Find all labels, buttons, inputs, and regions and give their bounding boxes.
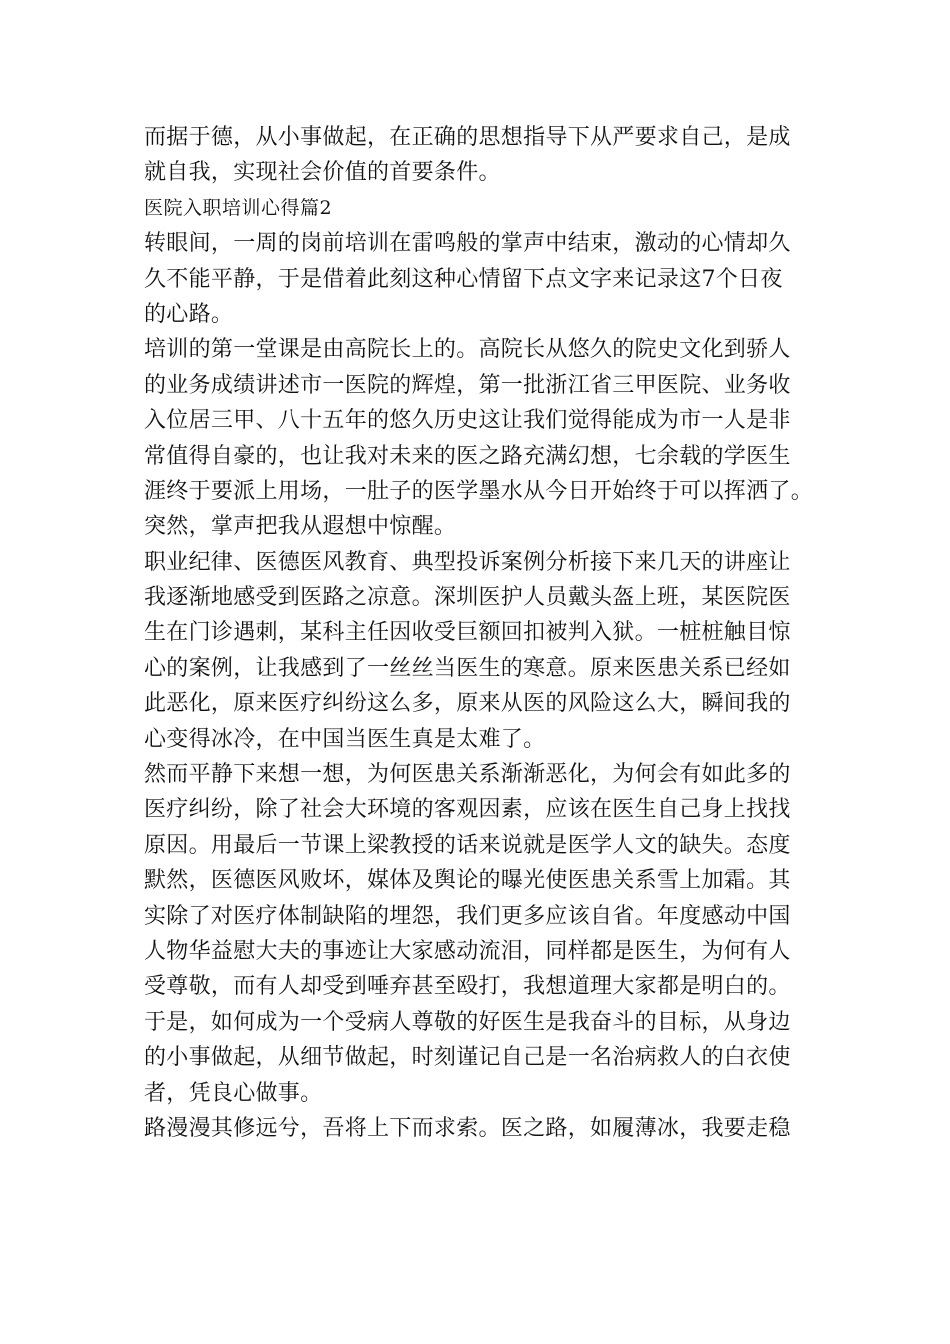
text-line: 突然，掌声把我从遐想中惊醒。 (144, 514, 457, 540)
text-line: 的心路。 (144, 301, 234, 327)
text-line: 心的案例，让我感到了一丝丝当医生的寒意。原来医患关系已经如 (144, 655, 791, 681)
text-line: 久不能平静，于是借着此刻这种心情留下点文字来记录这7个日夜 (144, 266, 783, 292)
text-line: 原因。用最后一节课上梁教授的话来说就是医学人文的缺失。态度 (144, 832, 791, 858)
paragraph (144, 1005, 834, 1111)
section-heading: 医院入职培训心得篇2 (144, 196, 333, 219)
text-line: 而据于德，从小事做起，在正确的思想指导下从严要求自己，是成 (144, 125, 791, 150)
text-line: 然而平静下来想一想，为何医患关系渐渐恶化，为何会有如此多的 (144, 762, 791, 788)
text-line: 转眼间，一周的岗前培训在雷鸣般的掌声中结束，激动的心情却久 (144, 231, 791, 257)
text-line: 就自我，实现社会价值的首要条件。 (144, 160, 501, 186)
text-line: 路漫漫其修远兮，吾将上下而求索。医之路，如履薄冰，我要走稳 (144, 1115, 791, 1141)
text-line: 培训的第一堂课是由高院长上的。高院长从悠久的院史文化到骄人 (144, 337, 791, 363)
paragraph (144, 226, 834, 332)
text-line: 默然，医德医风败坏，媒体及舆论的曝光使医患关系雪上加霜。其 (144, 868, 791, 894)
text-line: 的小事做起，从细节做起，时刻谨记自己是一名治病救人的白衣使 (144, 1045, 791, 1071)
text-line: 于是，如何成为一个受病人尊敬的好医生是我奋斗的目标，从身边 (144, 1009, 791, 1035)
text-line: 生在门诊遇刺，某科主任因收受巨额回扣被判入狱。一桩桩触目惊 (144, 620, 791, 646)
paragraph (144, 1111, 834, 1146)
paragraph (144, 545, 834, 757)
paragraph (144, 757, 834, 1005)
document-body (144, 120, 834, 1146)
paragraph (144, 120, 834, 191)
text-line: 入位居三甲、八十五年的悠久历史这让我们觉得能成为市一人是非 (144, 408, 791, 434)
text-line: 受尊敬，而有人却受到唾弃甚至殴打，我想道理大家都是明白的。 (144, 974, 791, 1000)
text-line: 常值得自豪的，也让我对未来的医之路充满幻想，七余载的学医生 (144, 443, 791, 469)
text-line: 者，凭良心做事。 (144, 1080, 323, 1106)
text-line: 职业纪律、医德医风教育、典型投诉案例分析接下来几天的讲座让 (144, 549, 791, 575)
paragraph (144, 332, 834, 544)
text-line: 实除了对医疗体制缺陷的埋怨，我们更多应该自省。年度感动中国 (144, 903, 791, 929)
text-line: 心变得冰冷，在中国当医生真是太难了。 (144, 726, 546, 752)
text-line: 人物华益慰大夫的事迹让大家感动流泪，同样都是医生，为何有人 (144, 938, 791, 964)
text-line: 医疗纠纷，除了社会大环境的客观因素，应该在医生自己身上找找 (144, 797, 791, 823)
text-line: 的业务成绩讲述市一医院的辉煌，第一批浙江省三甲医院、业务收 (144, 372, 791, 398)
text-line: 我逐渐地感受到医路之凉意。深圳医护人员戴头盔上班，某医院医 (144, 585, 791, 611)
text-line: 涯终于要派上用场，一肚子的医学墨水从今日开始终于可以挥洒了。 (144, 478, 814, 504)
text-line: 此恶化，原来医疗纠纷这么多，原来从医的风险这么大，瞬间我的 (144, 691, 791, 717)
